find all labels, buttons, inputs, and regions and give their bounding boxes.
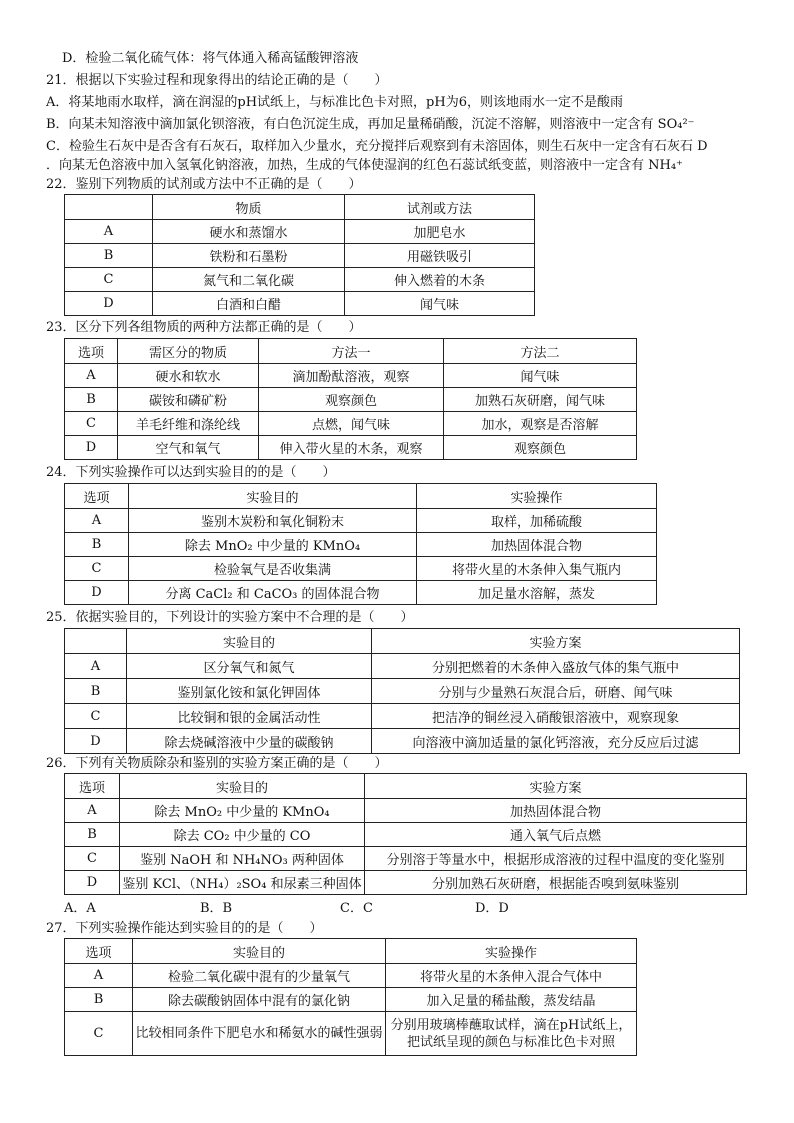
- table-header-row: [65, 484, 657, 509]
- header-cell: 实验操作: [386, 939, 637, 964]
- purpose-cell: 检验氧气是否收集满: [129, 557, 417, 581]
- substance-cell: 羊毛纤维和涤纶线: [118, 412, 259, 436]
- q26-answer-c: C．C: [340, 901, 373, 916]
- purpose-cell: 除去 CO₂ 中少量的 CO: [120, 823, 365, 847]
- table-header-row: [65, 774, 747, 799]
- method-two-cell: 加熟石灰研磨，闻气味: [444, 388, 637, 412]
- table-row: [65, 244, 535, 268]
- plan-cell: 加热固体混合物: [365, 799, 747, 823]
- option-cell: A: [65, 509, 129, 533]
- method-two-cell: 闻气味: [444, 364, 637, 388]
- q26-answer-a: A．A: [64, 901, 96, 916]
- header-cell: 试剂或方法: [345, 195, 535, 220]
- operation-cell: 加入足量的稀盐酸，蒸发结晶: [386, 988, 637, 1012]
- option-cell: A: [65, 654, 127, 679]
- plan-cell: 向溶液中滴加适量的氯化钙溶液，充分反应后过滤: [372, 729, 740, 754]
- method-one-cell: 伸入带火星的木条，观察: [259, 436, 444, 460]
- option-cell: A: [65, 799, 120, 823]
- table-header-row: [65, 939, 637, 964]
- option-cell: B: [65, 388, 118, 412]
- option-cell: B: [65, 988, 133, 1012]
- q21-stem: 21．根据以下实验过程和现象得出的结论正确的是（ ）: [46, 73, 388, 88]
- q26-answer-b: B．B: [200, 901, 233, 916]
- option-cell: D: [65, 292, 153, 316]
- header-cell: 选项: [65, 484, 129, 509]
- table-row: [65, 654, 740, 679]
- q25-table: [64, 628, 740, 754]
- header-cell: 实验目的: [133, 939, 386, 964]
- option-cell: A: [65, 220, 153, 244]
- method-cell: 闻气味: [345, 292, 535, 316]
- table-row: [65, 292, 535, 316]
- table-row: [65, 509, 657, 533]
- substance-cell: 硬水和软水: [118, 364, 259, 388]
- purpose-cell: 除去 MnO₂ 中少量的 KMnO₄: [120, 799, 365, 823]
- option-cell: C: [65, 557, 129, 581]
- q20-option-d: D．检验二氧化硫气体：将气体通入稀高锰酸钾溶液: [62, 51, 359, 66]
- table-row: [65, 679, 740, 704]
- purpose-cell: 鉴别氯化铵和氯化钾固体: [127, 679, 372, 704]
- header-cell: 选项: [65, 939, 133, 964]
- table-header-row: [65, 629, 740, 654]
- substance-cell: 硬水和蒸馏水: [153, 220, 345, 244]
- table-row: [65, 436, 637, 460]
- method-cell: 加肥皂水: [345, 220, 535, 244]
- table-row: [65, 268, 535, 292]
- plan-cell: 分别溶于等量水中，根据形成溶液的过程中温度的变化鉴别: [365, 847, 747, 871]
- q27-table: [64, 938, 637, 1056]
- header-cell: [65, 195, 153, 220]
- purpose-cell: 鉴别 KCl、（NH₄）₂SO₄ 和尿素三种固体: [120, 871, 365, 895]
- method-one-cell: 点燃，闻气味: [259, 412, 444, 436]
- method-cell: 伸入燃着的木条: [345, 268, 535, 292]
- plan-cell: 分别加熟石灰研磨，根据能否嗅到氨味鉴别: [365, 871, 747, 895]
- q21-option-c: C．检验生石灰中是否含有石灰石，取样加入少量水，充分搅拌后观察到有未溶固体，则生石灰中一定含有石灰石 D: [46, 139, 708, 154]
- q21-option-d: ．向某无色溶液中加入氢氧化钠溶液，加热，生成的气体使湿润的红色石蕊试纸变蓝，则溶液中一定含有 NH₄⁺: [46, 158, 683, 173]
- option-cell: C: [65, 412, 118, 436]
- operation-cell: 取样，加稀硫酸: [417, 509, 657, 533]
- substance-cell: 碳铵和磷矿粉: [118, 388, 259, 412]
- q23-stem: 23．区分下列各组物质的两种方法都正确的是（ ）: [46, 320, 362, 335]
- q27-stem: 27．下列实验操作能达到实验目的的是（ ）: [46, 921, 323, 936]
- option-cell: B: [65, 244, 153, 268]
- table-row: [65, 220, 535, 244]
- purpose-cell: 除去烧碱溶液中少量的碳酸钠: [127, 729, 372, 754]
- table-row: [65, 557, 657, 581]
- purpose-cell: 鉴别木炭粉和氧化铜粉末: [129, 509, 417, 533]
- header-cell: 方法一: [259, 339, 444, 364]
- table-row: [65, 533, 657, 557]
- plan-cell: 分别把燃着的木条伸入盛放气体的集气瓶中: [372, 654, 740, 679]
- substance-cell: 铁粉和石墨粉: [153, 244, 345, 268]
- header-cell: 物质: [153, 195, 345, 220]
- header-cell: 实验方案: [365, 774, 747, 799]
- method-cell: 用磁铁吸引: [345, 244, 535, 268]
- purpose-cell: 鉴别 NaOH 和 NH₄NO₃ 两种固体: [120, 847, 365, 871]
- q24-table: [64, 483, 657, 605]
- table-row: [65, 871, 747, 895]
- table-row: [65, 388, 637, 412]
- q25-stem: 25．依据实验目的，下列设计的实验方案中不合理的是（ ）: [46, 610, 414, 625]
- header-cell: 需区分的物质: [118, 339, 259, 364]
- operation-cell: 将带火星的木条伸入混合气体中: [386, 964, 637, 988]
- option-cell: A: [65, 364, 118, 388]
- purpose-cell: 除去碳酸钠固体中混有的氯化钠: [133, 988, 386, 1012]
- option-cell: B: [65, 679, 127, 704]
- table-row: [65, 964, 637, 988]
- option-cell: B: [65, 533, 129, 557]
- option-cell: C: [65, 1012, 133, 1056]
- option-cell: B: [65, 823, 120, 847]
- q23-table: [64, 338, 637, 460]
- option-cell: A: [65, 964, 133, 988]
- table-header-row: [65, 339, 637, 364]
- operation-cell: 分别用玻璃棒蘸取试样，滴在pH试纸上，把试纸呈现的颜色与标准比色卡对照: [386, 1012, 637, 1056]
- table-row: [65, 704, 740, 729]
- header-cell: 选项: [65, 774, 120, 799]
- table-row: [65, 988, 637, 1012]
- q22-table: [64, 194, 535, 316]
- operation-cell: 将带火星的木条伸入集气瓶内: [417, 557, 657, 581]
- method-two-cell: 观察颜色: [444, 436, 637, 460]
- table-row: [65, 729, 740, 754]
- table-row: [65, 847, 747, 871]
- option-cell: D: [65, 581, 129, 605]
- header-cell: 实验目的: [120, 774, 365, 799]
- option-cell: C: [65, 704, 127, 729]
- header-cell: 方法二: [444, 339, 637, 364]
- q26-table: [64, 773, 747, 895]
- method-one-cell: 滴加酚酞溶液，观察: [259, 364, 444, 388]
- substance-cell: 氮气和二氧化碳: [153, 268, 345, 292]
- option-cell: D: [65, 729, 127, 754]
- purpose-cell: 除去 MnO₂ 中少量的 KMnO₄: [129, 533, 417, 557]
- header-cell: 选项: [65, 339, 118, 364]
- substance-cell: 空气和氧气: [118, 436, 259, 460]
- table-row: [65, 1012, 637, 1056]
- q22-stem: 22．鉴别下列物质的试剂或方法中不正确的是（ ）: [46, 177, 362, 192]
- table-row: [65, 581, 657, 605]
- method-one-cell: 观察颜色: [259, 388, 444, 412]
- header-cell: [65, 629, 127, 654]
- method-two-cell: 加水，观察是否溶解: [444, 412, 637, 436]
- option-cell: C: [65, 847, 120, 871]
- option-cell: C: [65, 268, 153, 292]
- header-cell: 实验目的: [127, 629, 372, 654]
- plan-cell: 通入氧气后点燃: [365, 823, 747, 847]
- table-row: [65, 364, 637, 388]
- option-cell: D: [65, 871, 120, 895]
- purpose-cell: 比较铜和银的金属活动性: [127, 704, 372, 729]
- operation-cell: 加热固体混合物: [417, 533, 657, 557]
- option-cell: D: [65, 436, 118, 460]
- q26-stem: 26．下列有关物质除杂和鉴别的实验方案正确的是（ ）: [46, 756, 388, 771]
- purpose-cell: 分离 CaCl₂ 和 CaCO₃ 的固体混合物: [129, 581, 417, 605]
- q24-stem: 24．下列实验操作可以达到实验目的的是（ ）: [46, 465, 336, 480]
- plan-cell: 把洁净的铜丝浸入硝酸银溶液中，观察现象: [372, 704, 740, 729]
- table-row: [65, 412, 637, 436]
- substance-cell: 白酒和白醋: [153, 292, 345, 316]
- plan-cell: 分别与少量熟石灰混合后，研磨、闻气味: [372, 679, 740, 704]
- purpose-cell: 区分氧气和氮气: [127, 654, 372, 679]
- operation-cell: 加足量水溶解，蒸发: [417, 581, 657, 605]
- purpose-cell: 比较相同条件下肥皂水和稀氨水的碱性强弱: [133, 1012, 386, 1056]
- table-row: [65, 799, 747, 823]
- q21-option-b: B．向某未知溶液中滴加氯化钡溶液，有白色沉淀生成，再加足量稀硝酸，沉淀不溶解，则溶液中一定含有 SO₄²⁻: [46, 117, 695, 132]
- purpose-cell: 检验二氧化碳中混有的少量氧气: [133, 964, 386, 988]
- table-row: [65, 823, 747, 847]
- table-header-row: [65, 195, 535, 220]
- header-cell: 实验操作: [417, 484, 657, 509]
- header-cell: 实验方案: [372, 629, 740, 654]
- q21-option-a: A．将某地雨水取样，滴在润湿的pH试纸上，与标准比色卡对照，pH为6，则该地雨水一定不是酸雨: [46, 95, 623, 110]
- q26-answer-d: D．D: [475, 901, 509, 916]
- header-cell: 实验目的: [129, 484, 417, 509]
